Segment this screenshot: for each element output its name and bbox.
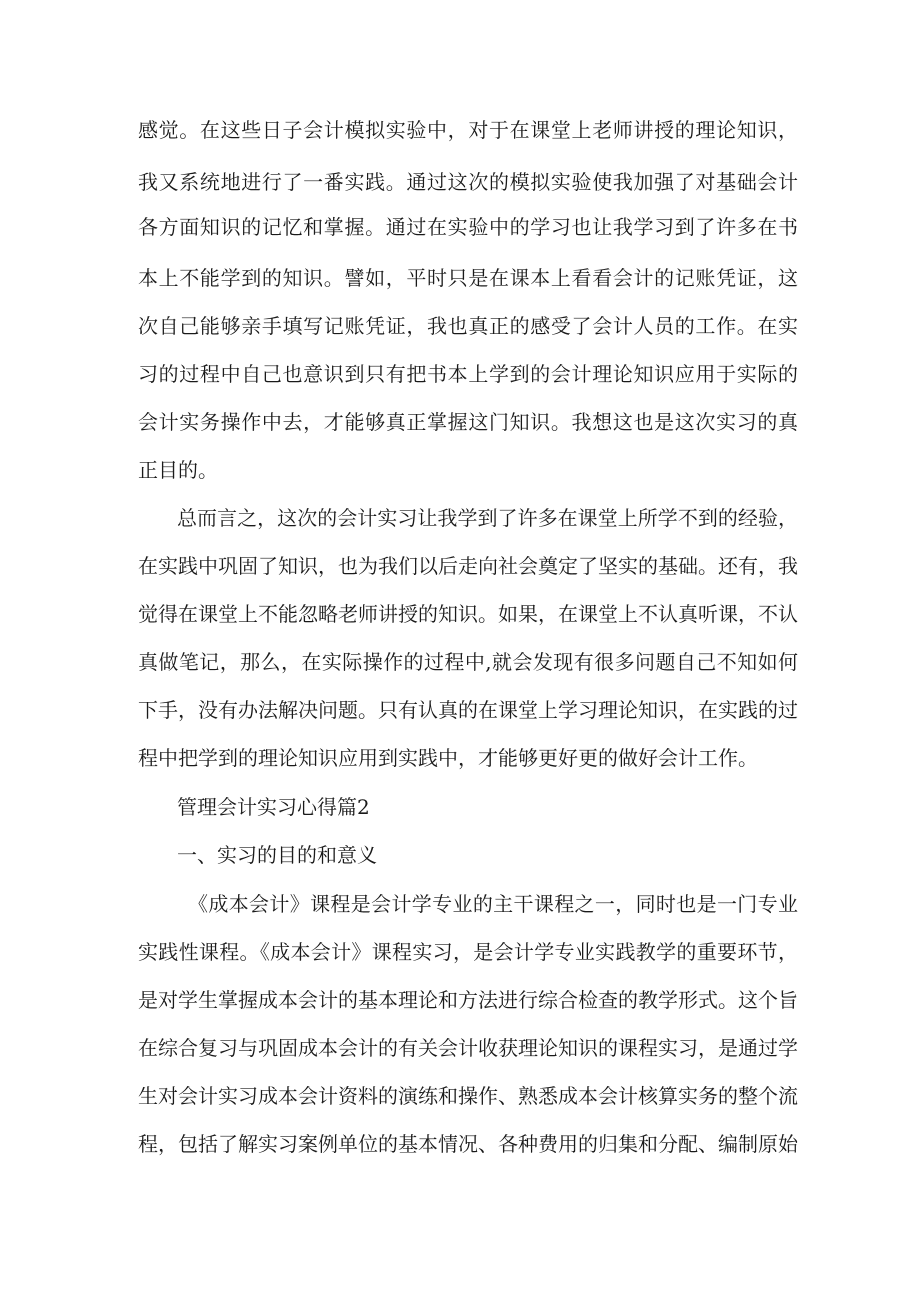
article-heading: 管理会计实习心得篇2 <box>177 795 370 819</box>
paragraph-2-line-3: 觉得在课堂上不能忽略老师讲授的知识。如果，在课堂上不认真听课，不认 <box>138 602 798 626</box>
paragraph-2-line-5: 下手，没有办法解决问题。只有认真的在课堂上学习理论知识，在实践的过 <box>138 698 798 722</box>
paragraph-3-line-1: 《成本会计》课程是会计学专业的主干课程之一，同时也是一门专业 <box>188 892 798 916</box>
paragraph-1-line-8: 正目的。 <box>138 458 218 482</box>
paragraph-1-line-2: 我又系统地进行了一番实践。通过这次的模拟实验使我加强了对基础会计 <box>138 170 798 194</box>
paragraph-2-line-1: 总而言之，这次的会计实习让我学到了许多在课堂上所学不到的经验， <box>177 506 798 530</box>
paragraph-1-line-1: 感觉。在这些日子会计模拟实验中，对于在课堂上老师讲授的理论知识， <box>138 118 798 142</box>
paragraph-1-line-3: 各方面知识的记忆和掌握。通过在实验中的学习也让我学习到了许多在书 <box>138 215 798 239</box>
paragraph-3-line-5: 生对会计实习成本会计资料的演练和操作、熟悉成本会计核算实务的整个流 <box>138 1084 798 1108</box>
paragraph-2-line-4: 真做笔记，那么，在实际操作的过程中,就会发现有很多问题自己不知如何 <box>138 650 798 674</box>
paragraph-2-line-2: 在实践中巩固了知识，也为我们以后走向社会奠定了坚实的基础。还有，我 <box>138 554 798 578</box>
paragraph-3-line-2: 实践性课程。《成本会计》课程实习，是会计学专业实践教学的重要环节， <box>138 940 798 964</box>
paragraph-1-line-6: 习的过程中自己也意识到只有把书本上学到的会计理论知识应用于实际的 <box>138 362 798 386</box>
paragraph-3-line-6: 程，包括了解实习案例单位的基本情况、各种费用的归集和分配、编制原始 <box>138 1132 798 1156</box>
paragraph-1-line-7: 会计实务操作中去，才能够真正掌握这门知识。我想这也是这次实习的真 <box>138 410 798 434</box>
paragraph-1-line-4: 本上不能学到的知识。譬如，平时只是在课本上看看会计的记账凭证，这 <box>138 266 798 290</box>
section-heading: 一、实习的目的和意义 <box>177 843 377 867</box>
paragraph-3-line-4: 在综合复习与巩固成本会计的有关会计收获理论知识的课程实习，是通过学 <box>138 1036 798 1060</box>
paragraph-1-line-5: 次自己能够亲手填写记账凭证，我也真正的感受了会计人员的工作。在实 <box>138 314 798 338</box>
paragraph-3-line-3: 是对学生掌握成本会计的基本理论和方法进行综合检查的教学形式。这个旨 <box>138 988 798 1012</box>
paragraph-2-line-6: 程中把学到的理论知识应用到实践中，才能够更好更的做好会计工作。 <box>138 746 758 770</box>
